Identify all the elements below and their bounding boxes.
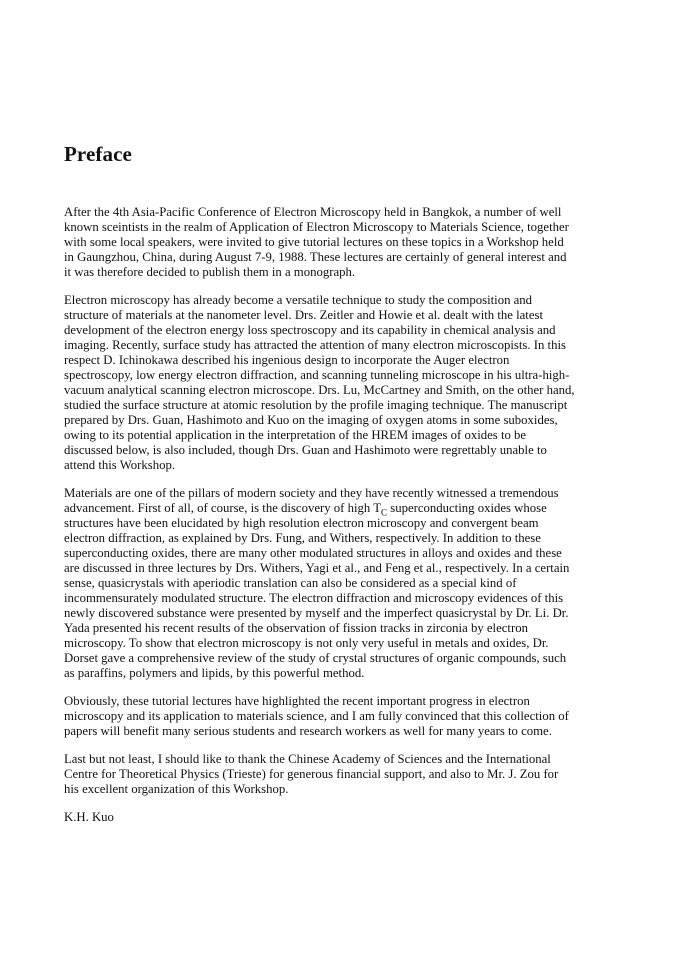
text-line: structures have been elucidated by high resolution electron microscopy and convergent beam: [64, 516, 539, 530]
text-line: discussed below, is also included, though Drs. Guan and Hashimoto were regrettably unable to: [64, 443, 547, 457]
text-line: electron diffraction, as explained by Drs. Fung, and Withers, respectively. In addition to these: [64, 531, 541, 545]
text-line: Centre for Theoretical Physics (Trieste) for generous financial support, and also to Mr. J. Zou for: [64, 767, 559, 781]
text-line: microscopy and its application to materials science, and I am fully convinced that this collection of: [64, 709, 569, 723]
text-line: sense, quasicrystals with aperiodic translation can also be considered as a special kind of: [64, 576, 517, 590]
paragraph: [64, 694, 632, 739]
text-line: Electron microscopy has already become a versatile technique to study the composition and: [64, 293, 533, 307]
text-line: structure of materials at the nanometer level. Drs. Zeitler and Howie et al. dealt with the latest: [64, 308, 544, 322]
text-line: newly discovered substance were presented by myself and the imperfect quasicrystal by Dr. Li. Dr.: [64, 606, 569, 620]
text-line: Last but not least, I should like to thank the Chinese Academy of Sciences and the International: [64, 752, 551, 766]
text-line: Dorset gave a comprehensive review of the study of crystal structures of organic compounds, such: [64, 651, 567, 665]
text-line: are discussed in three lectures by Drs. Withers, Yagi et al., and Feng et al., respectively. In a certain: [64, 561, 570, 575]
text-line: incommensurately modulated structure. The electron diffraction and microscopy evidences of this: [64, 591, 564, 605]
text-line: known sceintists in the realm of Application of Electron Microscopy to Materials Science, together: [64, 220, 569, 234]
text-line: his excellent organization of this Workshop.: [64, 782, 289, 796]
text-line: prepared by Drs. Guan, Hashimoto and Kuo on the imaging of oxygen atoms in some suboxides,: [64, 413, 558, 427]
text-line: [64, 501, 632, 516]
text-line: imaging. Recently, surface study has attracted the attention of many electron microscopists. In this: [64, 338, 566, 352]
text-line: it was therefore decided to publish them in a monograph.: [64, 265, 356, 279]
text-line: microscopy. To show that electron microscopy is not only very useful in metals and oxides, Dr.: [64, 636, 549, 650]
text-segment: advancement. First of all, of course, is the discovery of high T: [64, 501, 382, 515]
text-line: studied the surface structure at atomic resolution by the profile imaging technique. The manuscript: [64, 398, 568, 412]
paragraph: [64, 752, 632, 797]
text-line: owing to its potential application in the interpretation of the HREM images of oxides to be: [64, 428, 527, 442]
text-line: papers will benefit many serious students and research workers as well for many years to come.: [64, 724, 552, 738]
text-line: vacuum analytical scanning electron microscope. Drs. Lu, McCartney and Smith, on the other hand,: [64, 383, 575, 397]
text-line: attend this Workshop.: [64, 458, 176, 472]
text-line: After the 4th Asia-Pacific Conference of Electron Microscopy held in Bangkok, a number of well: [64, 205, 562, 219]
text-line: superconducting oxides, there are many other modulated structures in alloys and oxides and these: [64, 546, 562, 560]
paragraph: [64, 205, 632, 280]
text-line: spectroscopy, low energy electron diffraction, and scanning tunneling microscope in his ultra-high-: [64, 368, 570, 382]
author-signature: K.H. Kuo: [64, 810, 114, 824]
text-line: as paraffins, polymers and lipids, by this powerful method.: [64, 666, 365, 680]
text-line: Yada presented his recent results of the observation of fission tracks in zirconia by electron: [64, 621, 528, 635]
text-line: in Gaungzhou, China, during August 7-9, 1988. These lectures are certainly of general interest and: [64, 250, 567, 264]
text-line: respect D. Ichinokawa described his ingenious design to incorporate the Auger electron: [64, 353, 510, 367]
paragraph: [64, 486, 632, 681]
subscript: C: [381, 507, 388, 518]
text-line: Obviously, these tutorial lectures have highlighted the recent important progress in electron: [64, 694, 530, 708]
text-line: development of the electron energy loss spectroscopy and its capability in chemical analysis and: [64, 323, 556, 337]
preface-body: [64, 205, 632, 825]
page-title: Preface: [64, 142, 132, 166]
text-line: Materials are one of the pillars of modern society and they have recently witnessed a tremendous: [64, 486, 559, 500]
text-line: with some local speakers, were invited to give tutorial lectures on these topics in a Workshop held: [64, 235, 564, 249]
text-segment: superconducting oxides whose: [387, 501, 547, 515]
paragraph: [64, 293, 632, 473]
